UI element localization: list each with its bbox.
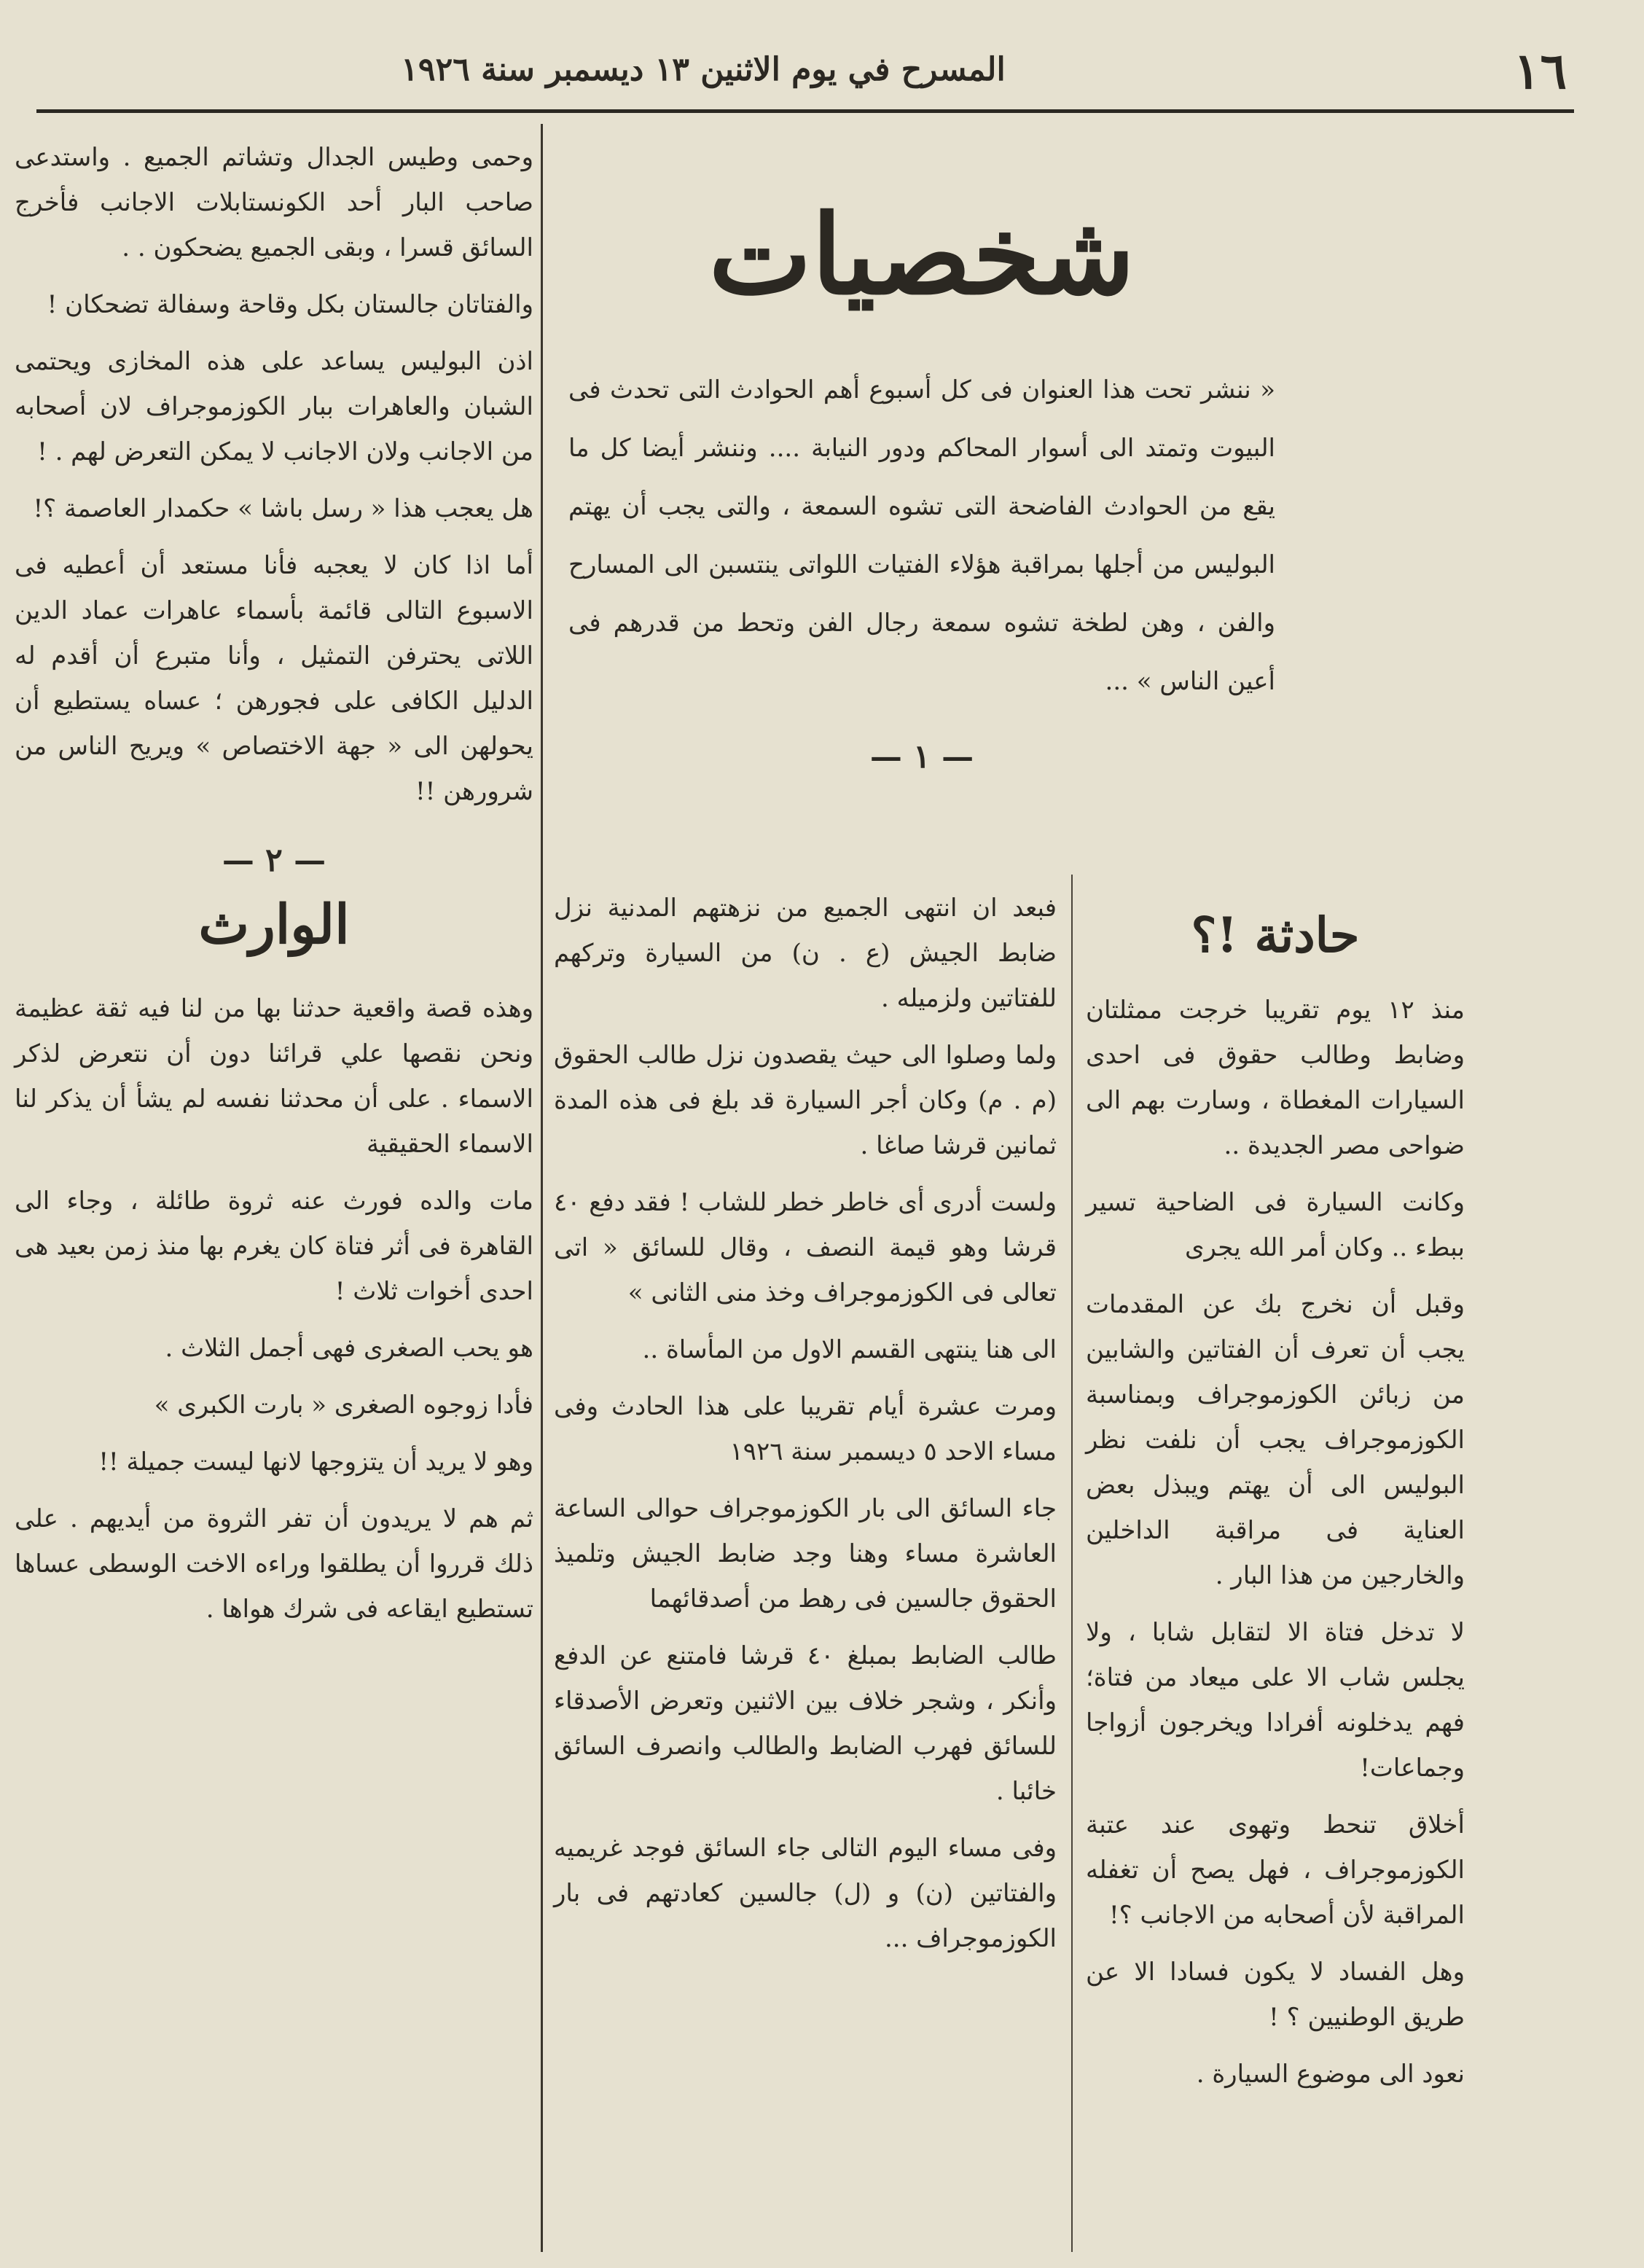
paragraph: وكانت السيارة فى الضاحية تسير ببطء .. وكان أمر الله يجرى: [1086, 1188, 1465, 1262]
paragraph: اذن البوليس يساعد على هذه المخازى ويحتمى الشبان والعاهرات ببار الكوزموجراف لان أصحابه من الاجانب ولان الاجانب لا يمكن التعرض لهم . !: [15, 347, 533, 466]
paragraph: فبعد ان انتهى الجميع من نزهتهم المدنية نزل ضابط الجيش (ع . ن) من السيارة وتركهم للفتاتين ولزميله .: [554, 893, 1057, 1013]
paragraph: أخلاق تنحط وتهوى عند عتبة الكوزموجراف ، فهل يصح أن تغفله المراقبة لأن أصحابه من الاجانب ؟!: [1086, 1810, 1465, 1930]
middle-subcolumn: [554, 885, 1057, 2256]
paragraph: وحمى وطيس الجدال وتشاتم الجميع . واستدعى صاحب البار أحد الكونستابلات الاجانب فأخرج السائق قسرا ، وبقى الجميع يضحكون . .: [15, 143, 533, 262]
paragraph: نعود الى موضوع السيارة .: [1196, 2060, 1465, 2089]
paragraph: ولما وصلوا الى حيث يقصدون نزل طالب الحقوق (م . م) وكان أجر السيارة قد بلغ فى هذه المدة ثمانين قرشا صاغا .: [554, 1041, 1057, 1160]
right-column: [554, 135, 1465, 2248]
paragraph: طالب الضابط بمبلغ ٤٠ قرشا فامتنع عن الدفع وأنكر ، وشجر خلاف بين الاثنين وتعرض الأصدقاء للسائق فهرب الضابط والطالب وانصرف السائق خائبا .: [554, 1641, 1057, 1806]
paragraph: وهل الفساد لا يكون فسادا الا عن طريق الوطنيين ؟ !: [1086, 1958, 1465, 2032]
paragraph: وفى مساء اليوم التالى جاء السائق فوجد غريميه والفتاتين (ن) و (ل) جالسين كعادتهم فى بار الكوزموجراف ...: [554, 1834, 1057, 1953]
intro-block: [554, 361, 1290, 711]
section-number: — ١ —: [869, 738, 974, 775]
section-title: حادثة !؟: [1191, 907, 1360, 963]
intro-paragraph: « ننشر تحت هذا العنوان فى كل أسبوع أهم الحوادث التى تحدث فى البيوت وتمتد الى أسوار المحاكم ودور النيابة .... وننشر أيضا كل ما يقع من الحوادث الفاضحة التى تشوه السمعة ، والتى يجب أن يهتم البوليس من أجلها بمراقبة هؤلاء الفتيات اللواتى ينتسبن الى المسارح والفن ، وهن لطخة تشوه سمعة رجال الفن وتحط من قدرهم فى أعين الناس » ...: [568, 375, 1276, 696]
paragraph: منذ ١٢ يوم تقريبا خرجت ممثلتان وضابط وطالب حقوق فى احدى السيارات المغطاة ، وسارت بهم الى ضواحى مصر الجديدة ..: [1086, 996, 1465, 1160]
right-subcolumn: [1086, 885, 1465, 2256]
paragraph: أما اذا كان لا يعجبه فأنا مستعد أن أعطيه فى الاسبوع التالى قائمة بأسماء عاهرات عماد الدين اللاتى يحترفن التمثيل ، وأنا متبرع أن أقدم له الدليل الكافى على فجورهن ؛ عساه يستطيع أن يحولهن الى « جهة الاختصاص » ويريح الناس من شرورهن !!: [15, 551, 533, 806]
paragraph: والفتاتان جالستان بكل وقاحة وسفالة تضحكان !: [47, 290, 533, 319]
paragraph: هو يحب الصغرى فهى أجمل الثلاث .: [165, 1334, 533, 1363]
section-number: — ٢ —: [222, 842, 326, 879]
column-divider: [541, 124, 543, 2252]
paragraph: مات والده فورث عنه ثروة طائلة ، وجاء الى القاهرة فى أثر فتاة كان يغرم بها منذ زمن بعيد هى احدى أخوات ثلاث !: [15, 1186, 533, 1306]
paragraph: جاء السائق الى بار الكوزموجراف حوالى الساعة العاشرة مساء وهنا وجد ضابط الجيش وتلميذ الحقوق جالسين فى رهط من أصدقائهما: [554, 1494, 1057, 1614]
paragraph: فأدا زوجوه الصغرى « بارت الكبرى »: [154, 1391, 533, 1420]
page-number: ١٦: [1513, 42, 1567, 101]
header-rule: [36, 109, 1574, 113]
paragraph: وهذه قصة واقعية حدثنا بها من لنا فيه ثقة عظيمة ونحن نقصها علي قرائنا دون أن نتعرض لذكر الاسماء . على أن محدثنا نفسه لم يشأ أن يذكر لنا الاسماء الحقيقية: [15, 994, 533, 1159]
paragraph: لا تدخل فتاة الا لتقابل شابا ، ولا يجلس شاب الا على ميعاد من فتاة؛ فهم يدخلونه أفرادا ويخرجون أزواجا وجماعات!: [1086, 1618, 1465, 1783]
left-column: [15, 135, 533, 2248]
paragraph: ومرت عشرة أيام تقريبا على هذا الحادث وفى مساء الاحد ٥ ديسمبر سنة ١٩٢٦: [554, 1392, 1057, 1466]
running-head: المسرح في يوم الاثنين ١٣ ديسمبر سنة ١٩٢٦: [401, 51, 1006, 88]
paragraph: وهو لا يريد أن يتزوجها لانها ليست جميلة !!: [98, 1447, 533, 1477]
section-title: الوارث: [198, 893, 350, 956]
page-header: [36, 42, 1574, 101]
section-masthead: شخصيات: [708, 191, 1135, 319]
paragraph: هل يعجب هذا « رسل باشا » حكمدار العاصمة ؟!: [33, 494, 533, 523]
paragraph: ولست أدرى أى خاطر خطر للشاب ! فقد دفع ٤٠ قرشا وهو قيمة النصف ، وقال للسائق « اتى تعالى فى الكوزموجراف وخذ منى الثانى »: [554, 1188, 1057, 1307]
paragraph: ثم هم لا يريدون أن تفر الثروة من أيديهم . على ذلك قرروا أن يطلقوا وراءه الاخت الوسطى عساها تستطيع ايقاعه فى شرك هواها .: [15, 1504, 533, 1624]
paragraph: الى هنا ينتهى القسم الاول من المأساة ..: [642, 1335, 1057, 1364]
paragraph: وقبل أن نخرج بك عن المقدمات يجب أن تعرف أن الفتاتين والشابين من زبائن الكوزموجراف وبمناسبة الكوزموجراف يجب أن نلفت نظر البوليس الى أن يهتم ويبذل بعض العناية فى مراقبة الداخلين والخارجين من هذا البار .: [1086, 1290, 1465, 1590]
